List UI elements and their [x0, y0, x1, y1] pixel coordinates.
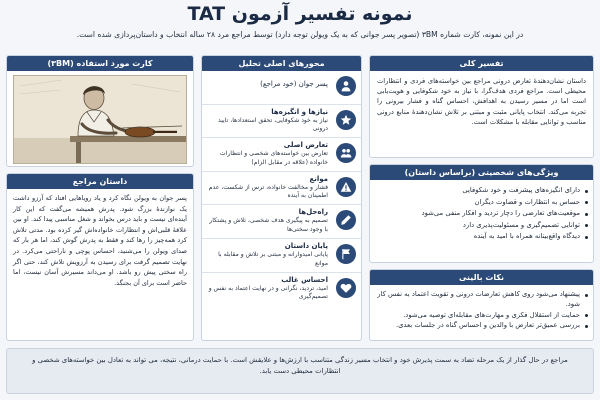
axis-desc: امید، تردید، نگرانی و در نهایت اعتماد به نفس و تصمیم‌گیری	[208, 284, 328, 301]
clinical-list	[370, 285, 593, 331]
axes-panel	[201, 55, 362, 341]
axis-title: راه‌حل‌ها	[298, 208, 328, 217]
axis-desc: تعارض بین خواسته‌های شخصی و انتظارات خانواده (علاقه در مقابل الزام)	[219, 150, 328, 166]
axes-heading: محورهای اصلی تحلیل	[202, 56, 361, 71]
axis-title: احساس غالب	[281, 275, 328, 284]
people-icon	[336, 143, 356, 163]
axis-desc: پایانی امیدوارانه و مبتنی بر تلاش و مقابله با موانع	[218, 250, 328, 267]
star-icon	[336, 110, 356, 130]
clinical-item: پیشنهاد می‌شود روی کاهش تعارضات درونی و تقویت اعتماد به نفس کار شود.	[372, 289, 589, 310]
axis-desc: تصمیم به پیگیری هدف شخصی، تلاش و پشتکار با وجود سختی‌ها	[209, 217, 328, 233]
axis-desc: فشار و مخالفت خانواده، ترس از شکست، عدم اطمینان به آینده	[208, 183, 328, 200]
axis-desc: نیاز به خود شکوفایی، تحقق استعدادها، تایید درونی	[218, 116, 328, 133]
traits-panel	[369, 164, 594, 263]
axis-title: موانع	[309, 174, 328, 183]
axis-row-emotion	[202, 273, 361, 307]
axis-row-conflict	[202, 138, 361, 172]
trait-item: موقعیت‌های تعارضی را دچار تردید و افکار منفی می‌شود	[372, 208, 589, 220]
axis-title: نیازها و انگیزه‌ها	[271, 107, 328, 116]
clinical-panel	[369, 269, 594, 341]
clinical-item: بررسی عمیق‌تر تعارض با والدین و احساس گناه در جلسات بعدی.	[372, 320, 589, 330]
boy-with-violin-illustration	[13, 76, 186, 164]
axis-row-ending	[202, 239, 361, 273]
story-text: پسر جوان به ویولن نگاه کرد و یاد رویاهایی افتاد که آرزو داشت یک نوازندهٔ بزرگ شود. پدرش همیشه می‌گفت که این کار آینده‌ای نیست و باید درس بخواند و شغل مناسبی پیدا کند. او بین علاقهٔ قلبی‌اش و انتظارات خانواده‌اش گیر کرده بود. مدتی تلاش کرد همه‌چیز را رها کند و فقط به پدرش گوش کند، اما هر بار که صدای ویولن را می‌شنید، احساس پوچی و ناراحتی می‌کرد. در نهایت تصمیم گرفت برای رسیدن به آرزویش تلاش کند، حتی اگر راه سختی پیش رو باشد. او می‌داند مسیرش آسان نیست، اما حاضر است برای آن بجنگد.	[13, 194, 187, 287]
trait-item: دارای انگیزه‌های پیشرفت و خود شکوفایی	[372, 185, 589, 197]
trait-item: حساس به انتظارات و قضاوت دیگران	[372, 197, 589, 209]
axis-title: تعارض اصلی	[283, 141, 328, 150]
axis-title: پسر جوان (خود مراجع)	[260, 80, 328, 88]
card-panel	[6, 55, 194, 167]
card-heading: کارت مورد استفاده (۳BM)	[7, 56, 193, 71]
summary-heading: تفسیر کلی	[370, 56, 593, 71]
axis-row-subject	[202, 71, 361, 105]
intro-text: در این نمونه، کارت شماره ۳BM (تصویر پسر جوانی که به یک ویولن توجه دارد) توسط مراجع مرد ۲۸ ساله انتخاب و داستان‌پردازی شده است.	[76, 30, 524, 39]
story-heading: داستان مراجع	[7, 174, 193, 189]
clinical-item: حمایت از استقلال فکری و مهارت‌های مقابله‌ای توصیه می‌شود.	[372, 310, 589, 320]
pencil-icon	[336, 210, 356, 230]
heart-icon	[336, 278, 356, 298]
traits-list	[370, 180, 593, 243]
axis-row-obstacles	[202, 172, 361, 206]
summary-text: داستان نشان‌دهندهٔ تعارض درونی مراجع بین خواسته‌های فردی و انتظارات محیطی است. مراجع فردی هدف‌گرا، با نیاز به خود شکوفایی و هویت‌یابی است اما در مسیر رسیدن به اهدافش، احساس گناه و فشار بیرونی را تجربه می‌کند. انتخاب پایانی مثبت و مبتنی بر تلاش نشان‌دهندهٔ منابع درونی مناسب و توانایی مقابله با مشکلات است.	[377, 77, 586, 126]
page-title: نمونه تفسیر آزمون TAT	[187, 3, 413, 25]
person-icon	[336, 76, 356, 96]
trait-item: دیدگاه واقع‌بینانه همراه با امید به آینده	[372, 231, 589, 243]
traits-heading: ویژگی‌های شخصیتی (براساس داستان)	[370, 165, 593, 180]
axis-row-needs	[202, 105, 361, 139]
conclusion-box: مراجع در حال گذار از یک مرحله تضاد به سمت پذیرش خود و انتخاب مسیر زندگی متناسب با ارزش‌ها و علایقش است. با حمایت درمانی، نتیجه، می‌ تواند به تعادل بین خواسته‌های شخصی و انتظارات محیطی دست یابد.	[6, 348, 594, 394]
story-panel	[6, 173, 194, 341]
summary-panel	[369, 55, 594, 158]
flag-icon	[336, 244, 356, 264]
clinical-heading: نکات بالینی	[370, 270, 593, 285]
card-illustration	[13, 75, 187, 164]
axis-title: پایان داستان	[284, 241, 328, 250]
axis-row-solutions	[202, 205, 361, 239]
warning-icon	[336, 177, 356, 197]
trait-item: توانایی تصمیم‌گیری و مسئولیت‌پذیری دارد	[372, 220, 589, 232]
